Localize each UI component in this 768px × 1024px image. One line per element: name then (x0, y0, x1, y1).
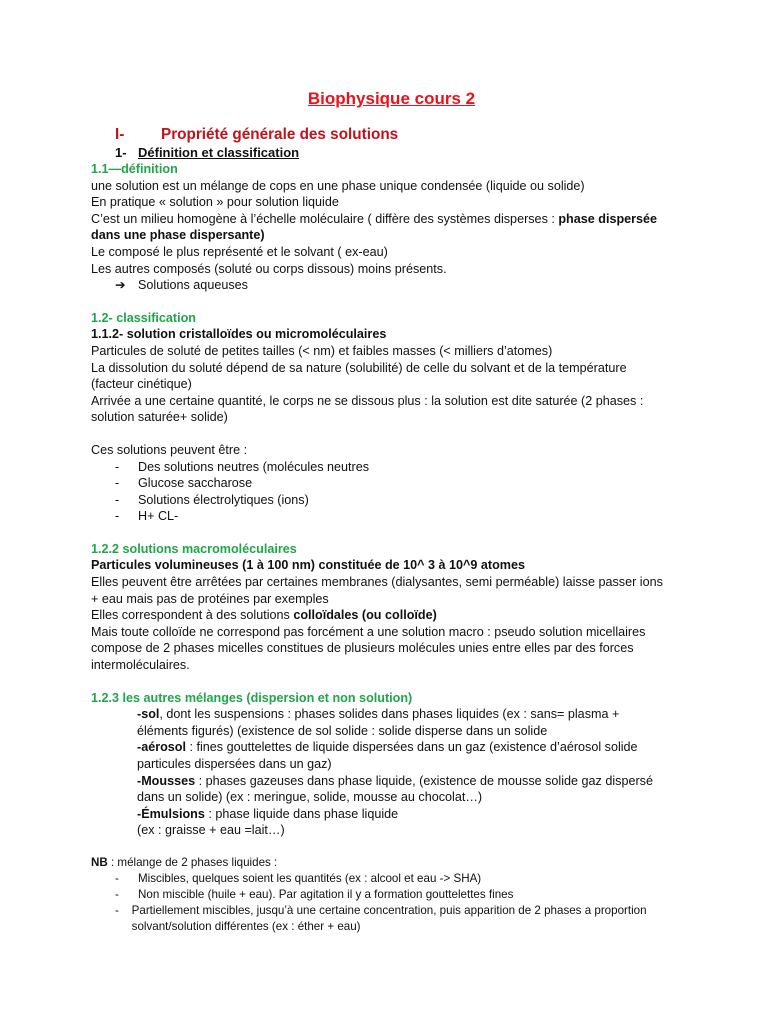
mixture-sol (137, 706, 672, 739)
list-intro: Ces solutions peuvent être : (91, 442, 248, 457)
paragraph-line: La dissolution du soluté dépend de sa nature (solubilité) de celle du solvant et de la température (facteur cinétique) (91, 360, 627, 392)
dash-bullet: - (115, 903, 119, 917)
spacer (91, 294, 672, 310)
solutions-list (91, 459, 672, 525)
list-item-text: Miscibles, quelques soient les quantités (ex : alcool et eau -> SHA) (138, 871, 482, 885)
bold-paragraph: Particules volumineuses (1 à 100 nm) constituée de 10^ 3 à 10^9 atomes (91, 558, 525, 573)
list-item-text: Solutions électrolytiques (ions) (138, 492, 309, 507)
list-item (115, 871, 672, 887)
section-label: Propriété générale des solutions (161, 126, 399, 143)
list-item-text: Partiellement miscibles, jusqu’à une certaine concentration, puis apparition de 2 phases a proportion solvant/solution différentes (ex : éther + eau) (131, 903, 647, 933)
text-run: Elles correspondent à des solutions (91, 608, 294, 623)
nb-label: NB (91, 855, 108, 869)
bold-text-run: -aérosol (137, 740, 186, 755)
subsection-heading-1 (115, 144, 672, 161)
nb-text: : mélange de 2 phases liquides : (107, 855, 278, 869)
list-item (115, 508, 672, 525)
dash-bullet: - (115, 871, 119, 885)
page-title: Biophysique cours 2 (307, 89, 476, 108)
list-item-text: Non miscible (huile + eau). Par agitation il y a formation gouttelettes fines (138, 887, 514, 901)
dash-bullet: - (115, 459, 120, 474)
section-heading-1 (115, 125, 672, 144)
paragraph-line: Mais toute colloïde ne correspond pas forcément a une solution macro : pseudo solution micellaires compose de 2 phases micelles constitues de plusieurs molécules unies entre elles par des forces intermoléculaires. (91, 624, 646, 673)
section-number: I- (115, 126, 125, 143)
paragraph-line: En pratique « solution » pour solution liquide (91, 195, 339, 210)
subheading-cristalloides: 1.1.2- solution cristalloïdes ou micromoléculaires (91, 327, 387, 342)
paragraph-line: une solution est un mélange de cops en une phase unique condensée (liquide ou solide) (91, 178, 585, 193)
list-item (115, 459, 672, 476)
mixture-mousses (137, 773, 672, 806)
dash-bullet: - (115, 509, 120, 524)
list-item (115, 475, 672, 492)
paragraph-line (91, 211, 672, 244)
bold-text-run: -Émulsions (137, 806, 205, 821)
mixture-aerosol (137, 739, 672, 772)
arrow-bullet (115, 277, 672, 294)
heading-definition: 1.1—définition (91, 162, 178, 176)
emulsion-example: (ex : graisse + eau =lait…) (137, 823, 285, 838)
paragraph-line: Les autres composés (soluté ou corps dissous) moins présents. (91, 261, 447, 276)
text-run: C’est un milieu homogène à l’échelle moléculaire ( diffère des systèmes disperses : (91, 211, 559, 226)
spacer (91, 525, 672, 541)
dash-bullet: - (115, 492, 120, 507)
dash-bullet: - (115, 476, 120, 491)
spacer (91, 839, 672, 855)
paragraph-line: Le composé le plus représenté et le solvant ( ex-eau) (91, 244, 388, 259)
paragraph-line: Particules de soluté de petites tailles (< nm) et faibles masses (< milliers d’atomes) (91, 343, 553, 358)
subsection-label: Définition et classification (138, 145, 300, 160)
arrow-bullet-text: Solutions aqueuses (138, 278, 248, 293)
list-item (115, 887, 672, 903)
text-run: : phases gazeuses dans phase liquide, (existence de mousse solide gaz dispersé dans un solide) (ex : meringue, solide, mousse au chocolat…) (137, 773, 653, 805)
list-item-text: Des solutions neutres (molécules neutres (138, 459, 369, 474)
mixture-emulsions (137, 806, 672, 823)
bold-text-run: colloïdales (ou colloïde) (293, 608, 437, 623)
nb-note (91, 855, 672, 871)
arrow-right-icon: ➔ (115, 278, 126, 293)
dash-bullet: - (115, 887, 119, 901)
paragraph-line: Arrivée a une certaine quantité, le corps ne se dissous plus : la solution est dite saturée (2 phases : solution saturée+ solide) (91, 393, 644, 425)
spacer (91, 426, 672, 442)
subsection-number: 1- (115, 145, 127, 160)
text-run: , dont les suspensions : phases solides dans phases liquides (ex : sans= plasma + éléments figurés) (existence de sol solide : solide disperse dans un solide (137, 707, 620, 738)
bold-text-run: -Mousses (137, 773, 196, 788)
heading-autres-melanges: 1.2.3 les autres mélanges (dispersion et non solution) (91, 690, 413, 705)
bold-text-run: phase dispersée dans une phase dispersante) (91, 211, 658, 243)
spacer (91, 674, 672, 690)
paragraph-line (91, 607, 672, 624)
list-item (115, 492, 672, 509)
paragraph-line: Elles peuvent être arrêtées par certaines membranes (dialysantes, semi perméable) laisse passer ions + eau mais pas de protéines par exemples (91, 575, 663, 606)
text-run: : phase liquide dans phase liquide (204, 806, 399, 821)
list-item (115, 903, 672, 935)
list-item-text: H+ CL- (138, 509, 179, 524)
bold-text-run: -sol (137, 707, 160, 722)
heading-classification: 1.2- classification (91, 310, 196, 325)
nb-list (91, 871, 672, 935)
heading-macromoleculaires: 1.2.2 solutions macromoléculaires (91, 541, 297, 556)
list-item-text: Glucose saccharose (138, 476, 253, 491)
text-run: : fines gouttelettes de liquide dispersées dans un gaz (existence d’aérosol solide particules dispersées dans un gaz) (137, 740, 638, 771)
